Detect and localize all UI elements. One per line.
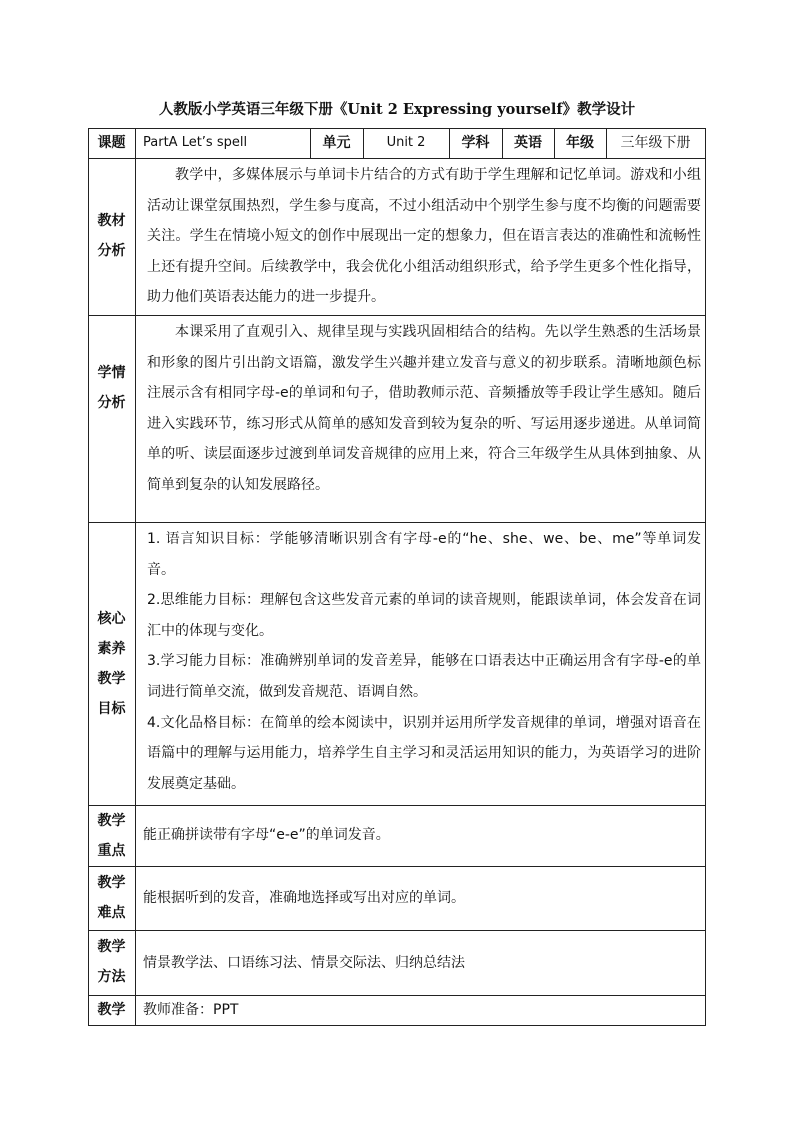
subject-label: 学科 (461, 135, 490, 151)
label-column-divider (135, 128, 136, 1026)
key-points-text: 能正确拼读带有字母“e-e”的单词发音。 (143, 827, 390, 843)
goal-item: 4.文化品格目标：在简单的绘本阅读中，识别并运用所学发音规律的单词，增强对语音在语篇中的理解与运用能力，培养学生自主学习和灵活运用知识的能力，为英语学习的进阶发展奠定基础。 (147, 714, 701, 792)
methods-text: 情景教学法、口语练习法、情景交际法、归纳总结法 (143, 955, 465, 971)
lesson-plan-table (88, 128, 706, 1026)
grade-label: 年级 (566, 135, 594, 151)
difficulties-label-line1: 教学 (97, 875, 126, 891)
grade-value: 三年级下册 (620, 135, 691, 151)
methods-label-line2: 方法 (97, 969, 126, 985)
learner-label-line2: 分析 (97, 395, 126, 411)
learner-label-line1: 学情 (97, 365, 126, 381)
key-points-label (88, 806, 135, 866)
row-divider (88, 158, 706, 159)
methods-label (88, 932, 135, 992)
table-border-bottom (88, 1025, 706, 1026)
row-divider (88, 805, 706, 806)
difficulties-text: 能根据听到的发音，准确地选择或写出对应的单词。 (143, 890, 465, 906)
material-analysis-label (88, 206, 135, 266)
row-divider (88, 866, 706, 867)
row-divider (88, 930, 706, 931)
topic-value: PartA Let’s spell (143, 135, 248, 150)
row-divider (88, 315, 706, 316)
goal-item: 1. 语言知识目标：学能够清晰识别含有字母-e的“he、she、we、be、me”等单词发音。 (147, 531, 701, 578)
methods-label-line1: 教学 (97, 939, 126, 955)
goals-label-line1: 核心 (97, 611, 126, 627)
goals-list (147, 524, 701, 799)
preparation-label: 教学 (97, 1002, 126, 1018)
subject-value: 英语 (514, 135, 542, 151)
difficulties-label (88, 868, 135, 928)
material-label-line1: 教材 (97, 213, 126, 229)
difficulties-label-line2: 难点 (97, 905, 126, 921)
row-divider (88, 522, 706, 523)
preparation-text: 教师准备：PPT (143, 1002, 239, 1018)
unit-value: Unit 2 (386, 135, 426, 150)
learner-analysis-label (88, 358, 135, 418)
goals-label-line4: 目标 (97, 701, 126, 717)
material-label-line2: 分析 (97, 243, 126, 259)
document-title: 人教版小学英语三年级下册《Unit 2 Expressing yourself》教学设计 (158, 101, 636, 118)
learner-analysis-text: 本课采用了直观引入、规律呈现与实践巩固相结合的结构。先以学生熟悉的生活场景和形象的图片引出韵文语篇，激发学生兴趣并建立发音与意义的初步联系。清晰地颜色标注展示含有相同字母-e的单词和句子，借助教师示范、音频播放等手段让学生感知。随后进入实践环节，练习形式从简单的感知发音到较为复杂的听、写运用逐步递进。从单词简单的听、读层面逐步过渡到单词发音规律的应用上来，符合三年级学生从具体到抽象、从简单到复杂的认知发展路径。 (147, 324, 701, 493)
key-points-label-line1: 教学 (97, 813, 126, 829)
key-points-label-line2: 重点 (97, 843, 126, 859)
topic-label: 课题 (97, 135, 126, 151)
goals-label-line2: 素养 (97, 641, 126, 657)
goals-label (88, 604, 135, 724)
goals-label-line3: 教学 (97, 671, 126, 687)
goal-item: 3.学习能力目标：准确辨别单词的发音差异，能够在口语表达中正确运用含有字母-e的单词进行简单交流，做到发音规范、语调自然。 (147, 653, 701, 700)
material-analysis-text: 教学中，多媒体展示与单词卡片结合的方式有助于学生理解和记忆单词。游戏和小组活动让课堂氛围热烈，学生参与度高，不过小组活动中个别学生参与度不均衡的问题需要关注。学生在情境小短文的创作中展现出一定的想象力，但在语言表达的准确性和流畅性上还有提升空间。后续教学中，我会优化小组活动组织形式，给予学生更多个性化指导，助力他们英语表达能力的进一步提升。 (147, 167, 701, 305)
goal-item: 2.思维能力目标：理解包含这些发音元素的单词的读音规则，能跟读单词，体会发音在词汇中的体现与变化。 (147, 592, 701, 639)
unit-label: 单元 (322, 135, 351, 151)
table-border-right (705, 128, 706, 1026)
